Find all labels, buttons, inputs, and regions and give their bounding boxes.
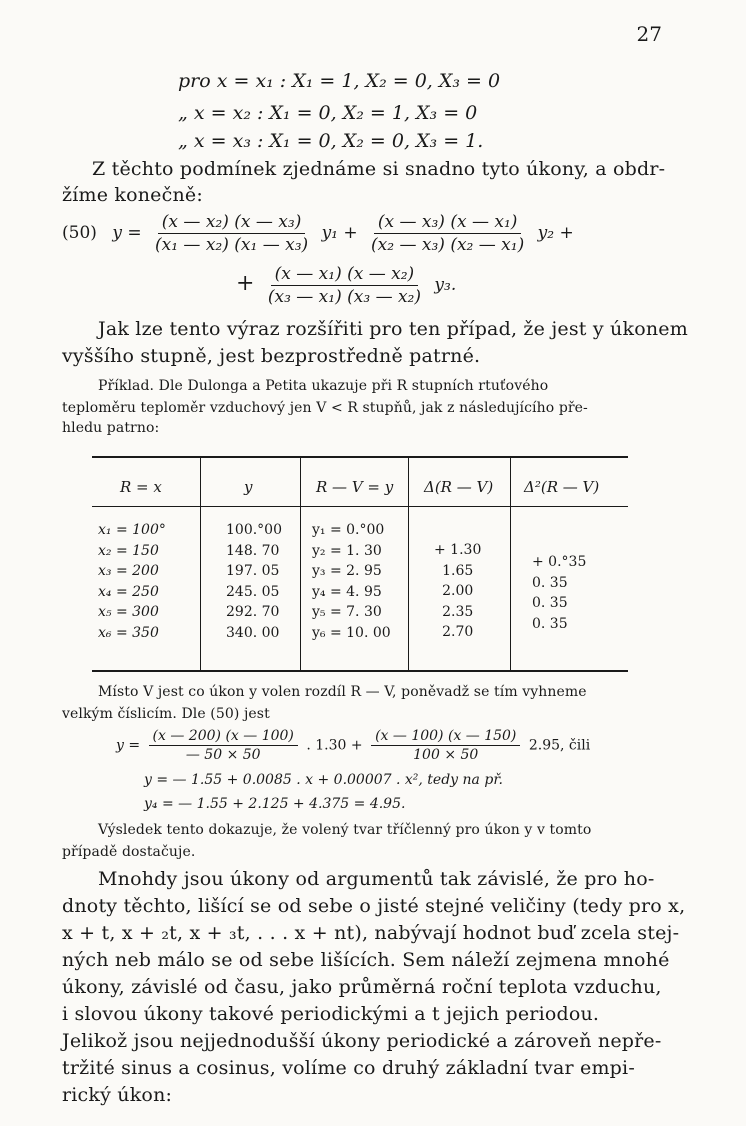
- paragraph-line: x + t, x + ₂t, x + ₃t, . . . x + nt), nabývají hodnot buď zcela stej-: [62, 922, 680, 944]
- condition-line: „ x = x₃ : X₁ = 0, X₂ = 0, X₃ = 1.: [178, 130, 484, 152]
- table-cell: + 0.°35: [532, 554, 587, 570]
- condition-line: „ x = x₂ : X₁ = 0, X₂ = 1, X₃ = 0: [178, 102, 478, 124]
- equation-term: . 1.30 +: [306, 737, 363, 754]
- table-cell: 0. 35: [532, 595, 568, 612]
- table-header: R — V = y: [316, 478, 394, 496]
- result-line: Výsledek tento dokazuje, že volený tvar tříčlenný pro úkon y v tomto: [98, 822, 592, 838]
- table-column: [312, 520, 391, 644]
- equation-label: (50): [62, 223, 97, 243]
- paragraph-line: rický úkon:: [62, 1084, 173, 1106]
- table-header: R = x: [120, 478, 162, 496]
- table-cell: y₃ = 2. 95: [312, 563, 382, 580]
- fraction: [264, 264, 425, 307]
- fraction: [149, 728, 298, 763]
- example-equation: [116, 728, 590, 763]
- table-cell: y₂ = 1. 30: [312, 542, 382, 559]
- table-cell: 100.°00: [226, 522, 282, 538]
- numerator: (x — x₃) (x — x₁): [374, 212, 522, 234]
- fraction: [371, 728, 520, 763]
- table-cell: x₃ = 200: [98, 563, 159, 580]
- table-column-rule: [200, 456, 201, 672]
- table-cell: 245. 05: [226, 583, 280, 600]
- table-cell: x₂ = 150: [98, 542, 159, 559]
- denominator: (x₁ — x₂) (x₁ — x₃): [154, 235, 309, 255]
- fraction: [151, 212, 312, 255]
- table-cell: 148. 70: [226, 542, 280, 559]
- table-cell: 2.35: [442, 603, 474, 620]
- equation-term: y₃.: [434, 275, 457, 295]
- page-number: 27: [636, 22, 662, 46]
- equation-50-continued: [236, 264, 456, 307]
- table-cell: x₆ = 350: [98, 624, 159, 641]
- denominator: — 50 × 50: [185, 747, 261, 763]
- table-header: Δ(R — V): [424, 478, 494, 496]
- note-line: velkým číslicím. Dle (50) jest: [62, 706, 270, 722]
- table-cell: y₄ = 4. 95: [312, 583, 382, 600]
- table-cell: x₄ = 250: [98, 583, 159, 600]
- table-cell: 2.00: [442, 583, 474, 600]
- denominator: 100 × 50: [413, 747, 479, 763]
- equation-lhs: y =: [116, 737, 141, 754]
- equation-term: +: [236, 271, 255, 296]
- example-line: teploměru teploměr vzduchový jen V < R stupňů, jak z následujícího pře-: [62, 400, 588, 416]
- table-cell: 2.70: [442, 624, 474, 641]
- numerator: (x — x₂) (x — x₃): [158, 212, 306, 234]
- paragraph-line: tržité sinus a cosinus, volíme co druhý základní tvar empi-: [62, 1057, 635, 1079]
- table-column: [226, 520, 282, 644]
- numerator: (x — 200) (x — 100): [149, 728, 298, 746]
- equation-50: [62, 212, 574, 255]
- data-table: [92, 456, 628, 672]
- equation-lhs: y =: [112, 223, 142, 243]
- table-column-rule: [300, 456, 301, 672]
- table-cell: 1.65: [442, 562, 474, 579]
- table-header: y: [244, 478, 253, 496]
- note-line: Místo V jest co úkon y volen rozdíl R — V, poněvadž se tím vyhneme: [98, 684, 587, 700]
- table-cell: 197. 05: [226, 563, 280, 580]
- equation-line: y = — 1.55 + 0.0085 . x + 0.00007 . x², tedy na př.: [144, 772, 503, 788]
- table-column: [532, 552, 586, 634]
- table-column: [434, 540, 481, 643]
- paragraph-line: ných neb málo se od sebe lišících. Sem náleží zejmena mnohé: [62, 949, 670, 971]
- table-cell: x₁ = 100°: [98, 522, 166, 538]
- table-bottom-rule: [92, 670, 628, 672]
- table-column-rule: [510, 456, 511, 672]
- paragraph-line: Jak lze tento výraz rozšířiti pro ten případ, že jest y úkonem: [98, 318, 688, 340]
- paragraph-line: Jelikož jsou nejjednodušší úkony periodické a zároveň nepře-: [62, 1030, 662, 1052]
- table-cell: y₆ = 10. 00: [312, 624, 391, 641]
- paragraph-line: Mnohdy jsou úkony od argumentů tak závislé, že pro ho-: [98, 868, 655, 890]
- example-line: hledu patrno:: [62, 420, 160, 436]
- table-cell: 340. 00: [226, 624, 280, 641]
- table-cell: 292. 70: [226, 604, 280, 621]
- table-column: [98, 520, 166, 644]
- table-header: Δ²(R — V): [524, 478, 600, 496]
- table-header-rule: [92, 506, 628, 507]
- denominator: (x₂ — x₃) (x₂ — x₁): [371, 235, 525, 255]
- example-line: Příklad. Dle Dulonga a Petita ukazuje při R stupních rtuťového: [98, 378, 549, 394]
- paragraph-line: i slovou úkony takové periodickými a t jejich periodou.: [62, 1003, 600, 1025]
- numerator: (x — x₁) (x — x₂): [271, 264, 419, 286]
- result-line: případě dostačuje.: [62, 844, 196, 860]
- table-cell: + 1.30: [434, 542, 482, 558]
- paragraph-line: Z těchto podmínek zjednáme si snadno tyto úkony, a obdr-: [92, 158, 666, 180]
- paragraph-line: vyššího stupně, jest bezprostředně patrné.: [62, 345, 481, 367]
- denominator: (x₃ — x₁) (x₃ — x₂): [267, 287, 422, 307]
- equation-term: 2.95, čili: [528, 737, 591, 754]
- numerator: (x — 100) (x — 150): [371, 728, 520, 746]
- paragraph-line: dnoty těchto, lišící se od sebe o jisté stejné veličiny (tedy pro x,: [62, 895, 686, 917]
- equation-term: y₂ +: [537, 223, 574, 243]
- equation-line: y₄ = — 1.55 + 2.125 + 4.375 = 4.95.: [144, 796, 406, 812]
- table-top-rule: [92, 456, 628, 458]
- paragraph-line: úkony, závislé od času, jako průměrná roční teplota vzduchu,: [62, 976, 662, 998]
- table-column-rule: [408, 456, 409, 672]
- fraction: [367, 212, 528, 255]
- table-cell: 0. 35: [532, 574, 568, 591]
- table-cell: y₁ = 0.°00: [312, 522, 385, 538]
- condition-line: pro x = x₁ : X₁ = 1, X₂ = 0, X₃ = 0: [178, 70, 501, 92]
- equation-term: y₁ +: [321, 223, 358, 243]
- final-paragraph: [62, 866, 685, 1109]
- table-cell: y₅ = 7. 30: [312, 604, 382, 621]
- table-cell: 0. 35: [532, 615, 568, 632]
- table-cell: x₅ = 300: [98, 604, 159, 621]
- paragraph-line: žíme konečně:: [62, 184, 203, 206]
